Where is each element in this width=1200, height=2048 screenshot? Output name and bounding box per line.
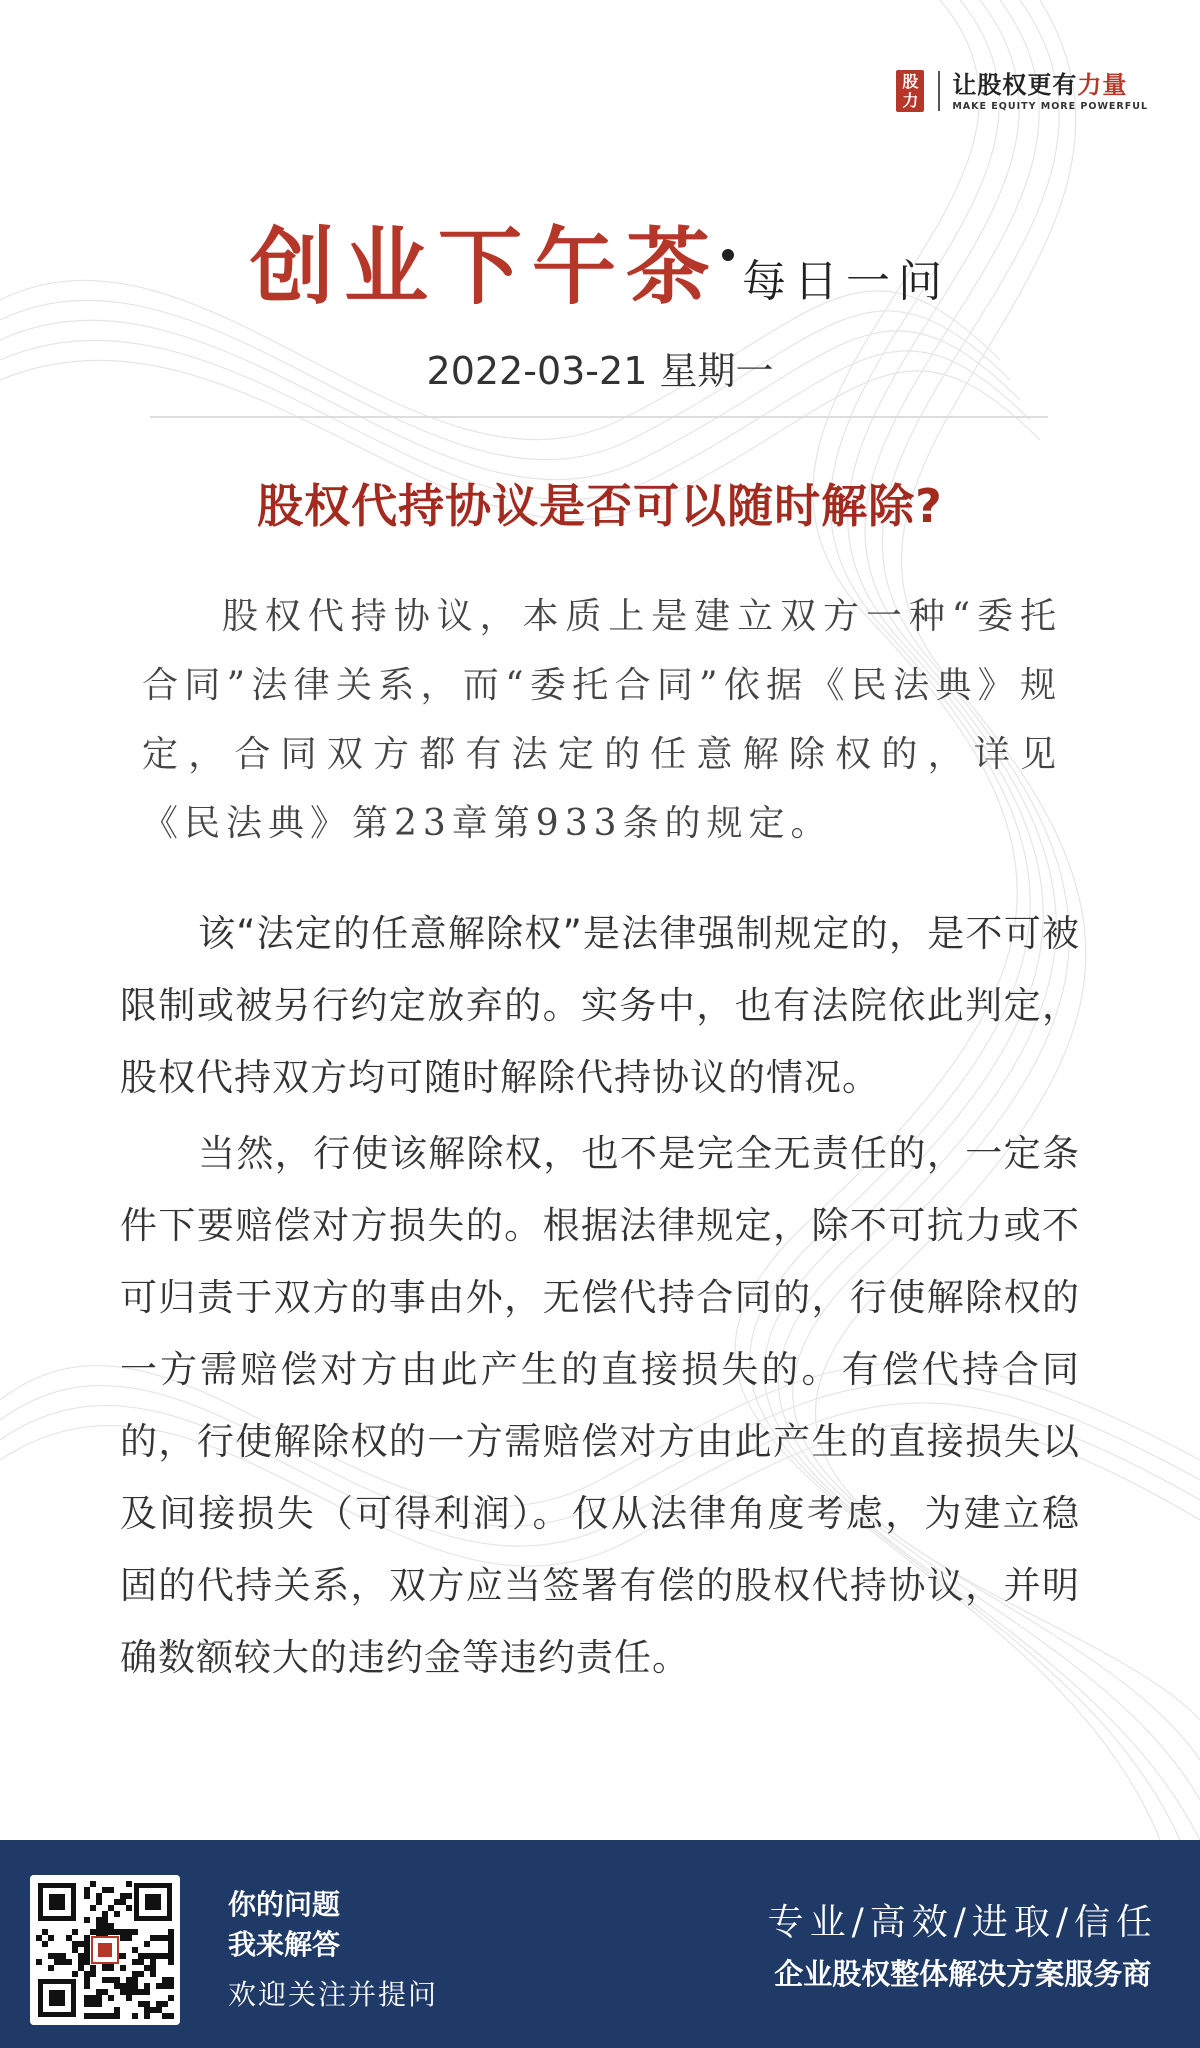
paragraph-intro: 股权代持协议，本质上是建立双方一种“委托合同”法律关系，而“委托合同”依据《民法典》规定，合同双方都有法定的任意解除权的，详见《民法典》第23章第933条的规定。 <box>142 596 1062 844</box>
brand-subtitle: MAKE EQUITY MORE POWERFUL <box>952 100 1148 112</box>
brand-logo: 股力 <box>896 70 924 112</box>
footer-values <box>768 1898 1158 1998</box>
paragraph-3: 当然，行使该解除权，也不是完全无责任的，一定条件下要赔偿对方损失的。根据法律规定，除不可抗力或不可归责于双方的事由外，无偿代持合同的，行使解除权的一方需赔偿对方由此产生的直接损失的。有偿代持合同的，行使解除权的一方需赔偿对方由此产生的直接损失以及间接损失（可得利润）。仅从法律角度考虑，为建立稳固的代持关系，双方应当签署有偿的股权代持协议，并明确数额较大的违约金等违约责任。 <box>120 1132 1080 1679</box>
title-dot-icon <box>722 249 734 261</box>
footer-cta-line3: 欢迎关注并提问 <box>228 1978 439 2011</box>
brand-slogan <box>952 71 1148 99</box>
footer-tagline: 企业股权整体解决方案服务商 <box>774 1957 1152 1991</box>
brand-text <box>952 71 1148 112</box>
qr-code-icon[interactable] <box>30 1875 180 2025</box>
date-label: 2022-03-21 星期一 <box>426 349 774 393</box>
brand-divider <box>938 71 940 111</box>
header-divider <box>150 416 1048 418</box>
page-title: 创业下午茶 <box>249 217 720 316</box>
brand-slogan-highlight: 力量 <box>1077 70 1128 99</box>
footer-values-text: 专业/高效/进取/信任 <box>767 1902 1158 1943</box>
footer-cta-line2: 我来解答 <box>228 1928 341 1961</box>
footer-cta-line1: 你的问题 <box>228 1888 341 1921</box>
brand-slogan-prefix: 让股权更有 <box>952 70 1078 99</box>
paragraph-2: 该“法定的任意解除权”是法律强制规定的，是不可被限制或被另行约定放弃的。实务中，也有法院依此判定，股权代持双方均可随时解除代持协议的情况。 <box>120 912 1080 1099</box>
brand-header <box>896 70 1148 112</box>
page-title-row <box>0 200 1200 321</box>
footer-banner <box>0 1840 1200 2048</box>
page-subtitle: 每日一问 <box>742 255 950 307</box>
question-heading: 股权代持协议是否可以随时解除? <box>257 479 943 533</box>
footer-cta <box>228 1885 438 2019</box>
